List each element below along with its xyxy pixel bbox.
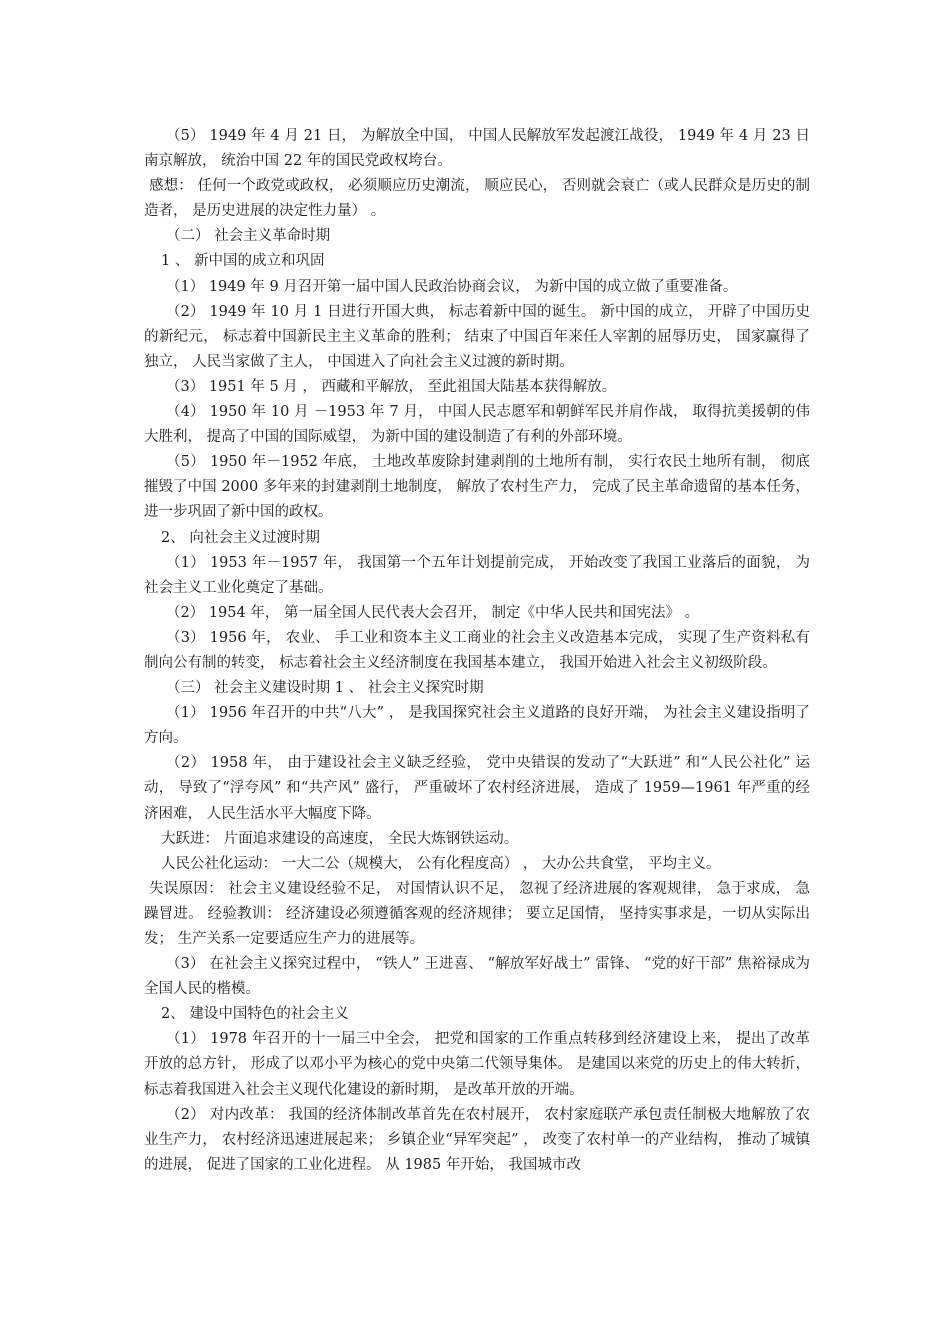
subsection-heading-2: 2、 向社会主义过渡时期 — [161, 529, 320, 546]
paragraph-15: （1） 1956 年召开的中共“八大” ， 是我国探究社会主义道路的良好开端， 为社会主义建设指明了方向。 — [144, 705, 810, 747]
paragraph-2: 感想： 任何一个政党或政权， 必须顺应历史潮流， 顺应民心， 否则就会衰亡（或人民群众是历史的制造者， 是历史进展的决定性力量） 。 — [144, 178, 810, 220]
paragraph-13: （3） 1956 年， 农业、 手工业和资本主义工商业的社会主义改造基本完成， 实现了生产资料私有制向公有制的转变， 标志着社会主义经济制度在我国基本建立， 我国开始进入社会主义初级阶段。 — [144, 629, 810, 671]
paragraph-5: （1） 1949 年 9 月召开第一届中国人民政治协商会议， 为新中国的成立做了重要准备。 — [166, 278, 738, 295]
paragraph-7: （3） 1951 年 5 月 ， 西藏和平解放， 至此祖国大陆基本获得解放。 — [166, 378, 617, 395]
paragraph-20: （3） 在社会主义探究过程中， “铁人” 王进喜、 “解放军好战士” 雷锋、 “党的好干部” 焦裕禄成为全国人民的楷模。 — [144, 956, 810, 998]
document-body — [144, 124, 810, 1178]
paragraph-17: 大跃进： 片面追求建设的高速度， 全民大炼钢铁运动。 — [161, 830, 519, 847]
subsection-heading-1: 1 、 新中国的成立和巩固 — [161, 253, 325, 270]
paragraph-9: （5） 1950 年－1952 年底， 土地改革废除封建剥削的土地所有制， 实行农民土地所有制， 彻底摧毁了中国 2000 多年来的封建剥削土地制度， 解放了农村生产力， 完成了民主革命遗留的基本任务， 进一步巩固了新中国的政权。 — [144, 454, 810, 521]
paragraph-22: （1） 1978 年召开的十一届三中全会， 把党和国家的工作重点转移到经济建设上来， 提出了改革开放的总方针， 形成了以邓小平为核心的党中央第二代领导集体。 是建国以来党的历史上的伟大转折， 标志着我国进入社会主义现代化建设的新时期， 是改革开放的开端。 — [144, 1031, 810, 1098]
paragraph-16: （2） 1958 年， 由于建设社会主义缺乏经验， 党中央错误的发动了“大跃进” 和“人民公社化” 运动， 导致了“浮夸风” 和“共产风” 盛行， 严重破坏了农村经济进展， 造成了 1959—1961 年严重的经济困难， 人民生活水平大幅度下降。 — [144, 755, 810, 822]
paragraph-23: （2） 对内改革： 我国的经济体制改革首先在农村展开， 农村家庭联产承包责任制极大地解放了农业生产力， 农村经济迅速进展起来； 乡镇企业“异军突起” ， 改变了农村单一的产业结构， 推动了城镇的进展， 促进了国家的工业化进程。 从 1985 年开始， 我国城市改 — [144, 1106, 810, 1173]
paragraph-11: （1） 1953 年－1957 年， 我国第一个五年计划提前完成， 开始改变了我国工业落后的面貌， 为社会主义工业化奠定了基础。 — [144, 554, 810, 596]
section-heading-3: （三） 社会主义建设时期 1 、 社会主义探究时期 — [166, 680, 484, 697]
subsection-heading-3: 2、 建设中国特色的社会主义 — [161, 1006, 349, 1023]
paragraph-6: （2） 1949 年 10 月 1 日进行开国大典， 标志着新中国的诞生。 新中国的成立， 开辟了中国历史的新纪元， 标志着中国新民主主义革命的胜利； 结束了中国百年来任人宰割的屈辱历史， 国家赢得了独立， 人民当家做了主人， 中国进入了向社会主义过渡的新时期。 — [144, 303, 810, 370]
section-heading-2: （二） 社会主义革命时期 — [166, 228, 331, 245]
paragraph-18: 人民公社化运动： 一大二公（规模大， 公有化程度高） ， 大办公共食堂， 平均主义。 — [161, 855, 721, 872]
paragraph-19: 失误原因： 社会主义建设经验不足， 对国情认识不足， 忽视了经济进展的客观规律， 急于求成， 急躁冒进。 经验教训： 经济建设必须遵循客观的经济规律； 要立足国情， 坚持实事求是，一切从实际出发； 生产关系一定要适应生产力的进展等。 — [144, 880, 810, 947]
paragraph-12: （2） 1954 年， 第一届全国人民代表大会召开， 制定《中华人民共和国宪法》 。 — [166, 604, 700, 621]
paragraph-8: （4） 1950 年 10 月 －1953 年 7 月， 中国人民志愿军和朝鲜军民并肩作战， 取得抗美援朝的伟大胜利， 提高了中国的国际威望， 为新中国的建设制造了有利的外部环境。 — [144, 404, 810, 446]
paragraph-1: （5） 1949 年 4 月 21 日， 为解放全中国， 中国人民解放军发起渡江战役， 1949 年 4 月 23 日南京解放， 统治中国 22 年的国民党政权垮台。 — [144, 128, 810, 170]
